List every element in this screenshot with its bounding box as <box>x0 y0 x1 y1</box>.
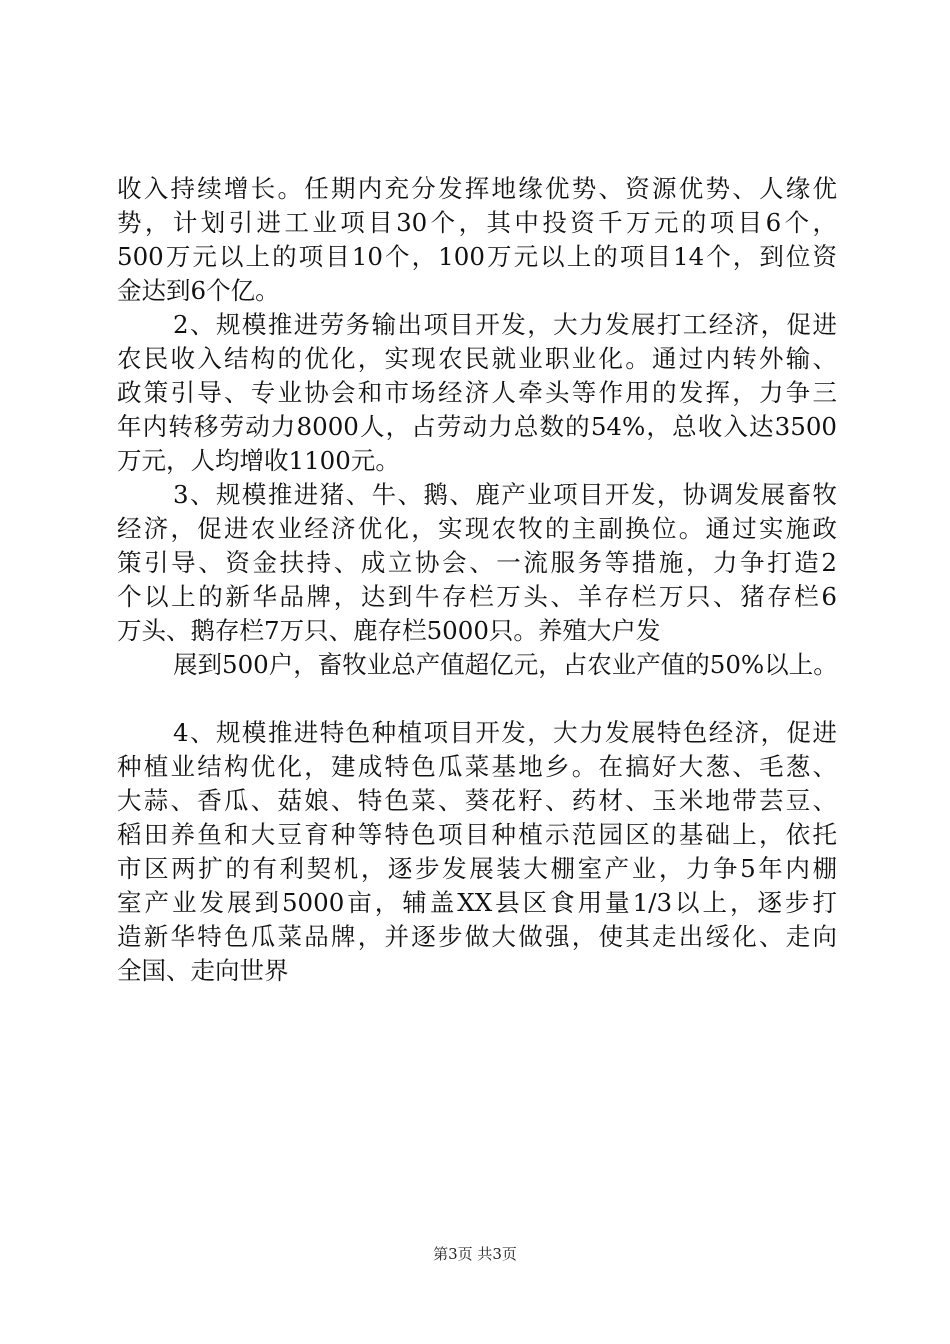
text-line: 种植业结构优化，建成特色瓜菜基地乡。在搞好大葱、毛葱、 <box>117 752 837 781</box>
text-line: 万元，人均增收1100元。 <box>117 446 400 475</box>
text-line: 策引导、资金扶持、成立协会、一流服务等措施，力争打造2 <box>117 548 837 577</box>
page-number-footer: 第3页 共3页 <box>433 1245 517 1263</box>
text-line: 万头、鹅存栏7万只、鹿存栏5000只。养殖大户发 <box>117 616 661 645</box>
text-line: 年内转移劳动力8000人，占劳动力总数的54%，总收入达3500 <box>117 412 837 441</box>
text-line: 大蒜、香瓜、菇娘、特色菜、葵花籽、药材、玉米地带芸豆、 <box>117 786 837 815</box>
paragraph-4-first-line: 4、规模推进特色种植项目开发，大力发展特色经济，促进 <box>173 718 837 747</box>
text-line: 稻田养鱼和大豆育种等特色项目种植示范园区的基础上，依托 <box>117 820 837 849</box>
text-line: 造新华特色瓜菜品牌，并逐步做大做强，使其走出绥化、走向 <box>117 922 837 951</box>
text-line: 收入持续增长。任期内充分发挥地缘优势、资源优势、人缘优 <box>117 174 837 203</box>
text-line: 展到500户，畜牧业总产值超亿元，占农业产值的50%以上。 <box>173 650 838 679</box>
text-line: 全国、走向世界 <box>117 956 289 985</box>
text-line: 农民收入结构的优化，实现农民就业职业化。通过内转外输、 <box>117 344 837 373</box>
text-line: 个以上的新华品牌，达到牛存栏万头、羊存栏万只、猪存栏6 <box>117 582 837 611</box>
paragraph-3-first-line: 3、规模推进猪、牛、鹅、鹿产业项目开发，协调发展畜牧 <box>173 480 837 509</box>
text-line: 金达到6个亿。 <box>117 276 280 305</box>
text-line: 经济，促进农业经济优化，实现农牧的主副换位。通过实施政 <box>117 514 837 543</box>
text-line: 市区两扩的有利契机，逐步发展装大棚室产业，力争5年内棚 <box>117 854 837 883</box>
text-line: 室产业发展到5000亩，辅盖XX县区食用量1/3以上，逐步打 <box>117 888 837 917</box>
text-line: 500万元以上的项目10个，100万元以上的项目14个，到位资 <box>117 242 837 271</box>
text-line: 势，计划引进工业项目30个，其中投资千万元的项目6个， <box>117 208 837 237</box>
paragraph-2-first-line: 2、规模推进劳务输出项目开发，大力发展打工经济，促进 <box>173 310 837 339</box>
text-line: 政策引导、专业协会和市场经济人牵头等作用的发挥，力争三 <box>117 378 837 407</box>
